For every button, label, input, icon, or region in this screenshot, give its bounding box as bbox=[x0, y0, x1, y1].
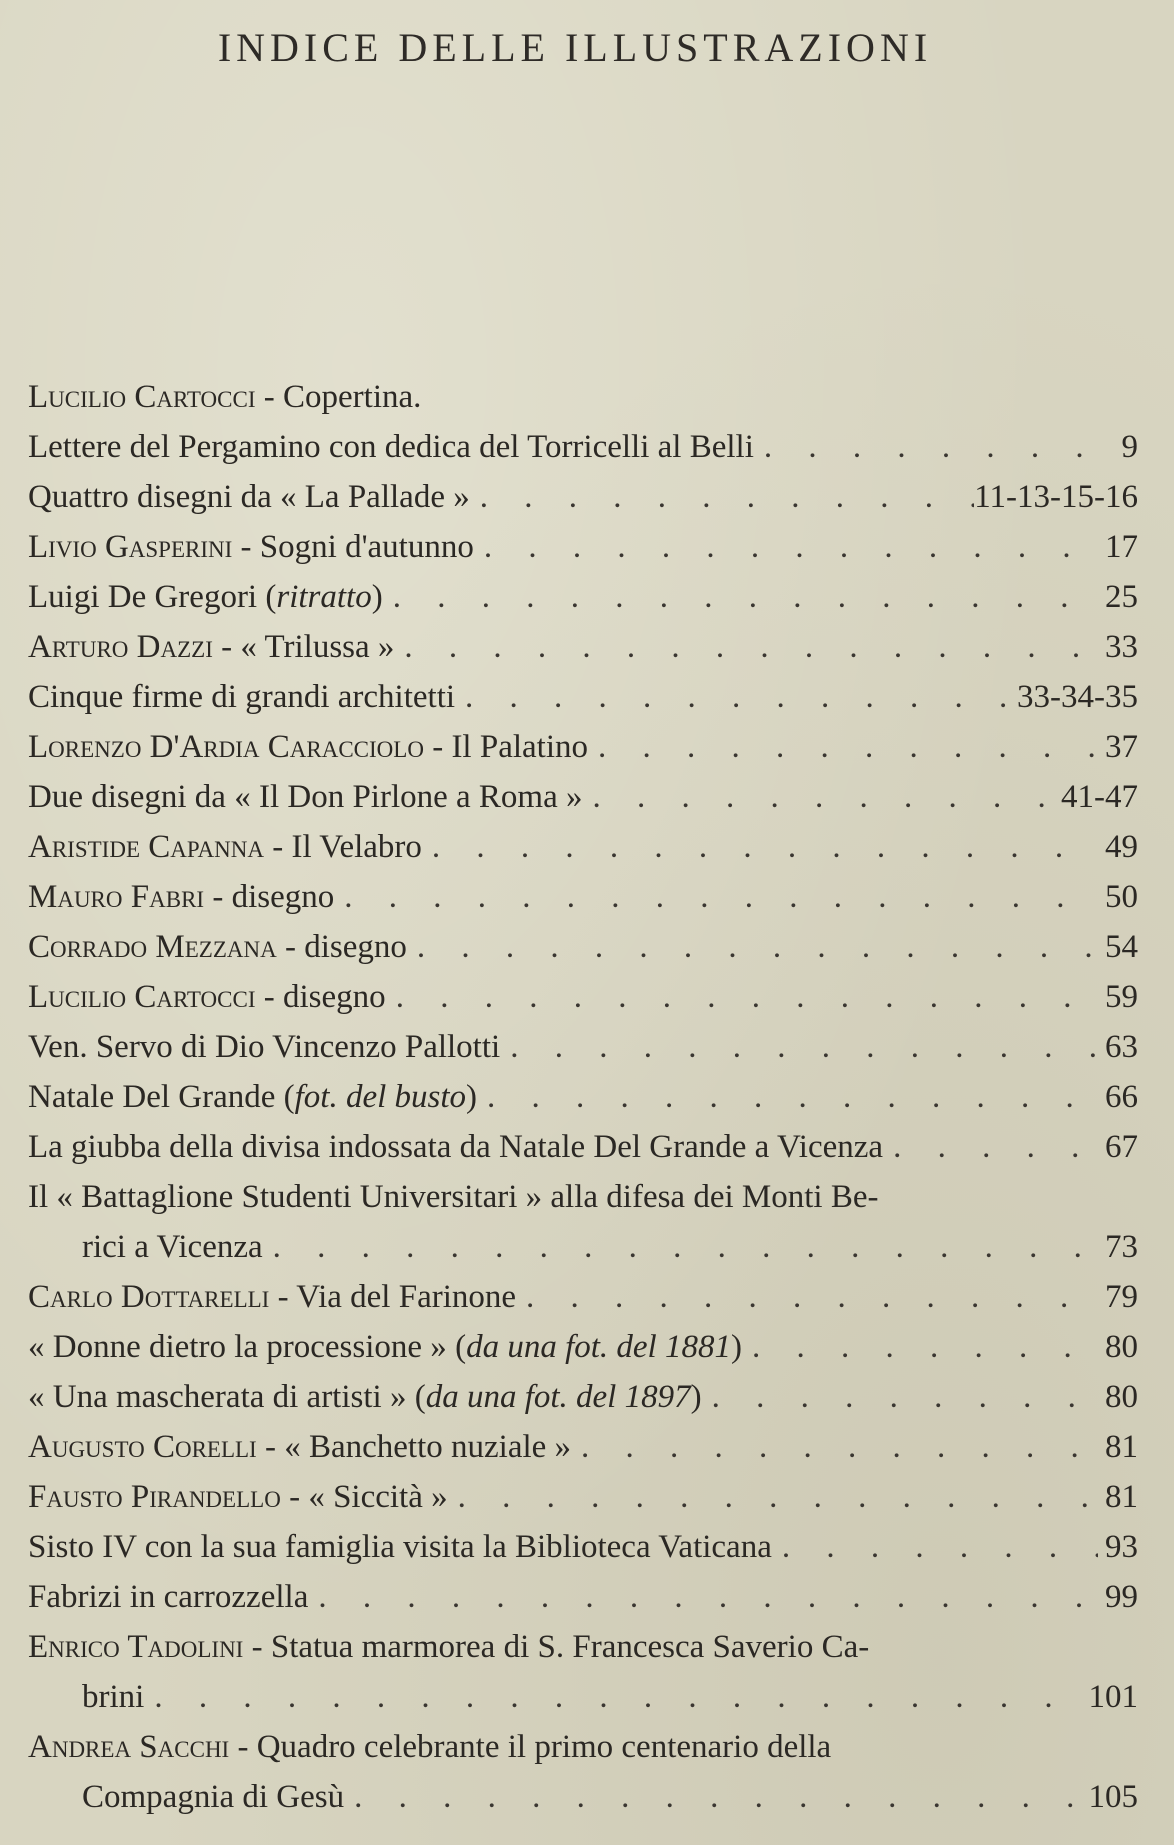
entry-text: « Donne dietro la processione » (da una fot. del 1881) bbox=[28, 1329, 742, 1365]
entry-title: Statua marmorea di S. Francesca Saverio Ca- bbox=[270, 1629, 870, 1665]
entry-title: « Trilussa » bbox=[240, 629, 395, 665]
entry-title: Due disegni da « Il Don Pirlone a Roma » bbox=[28, 779, 583, 815]
entry-title: Ven. Servo di Dio Vincenzo Pallotti bbox=[28, 1029, 501, 1065]
entry-title: Copertina. bbox=[283, 379, 422, 415]
entry-title: « Donne dietro la processione » bbox=[28, 1329, 447, 1365]
index-entry bbox=[28, 572, 1138, 622]
entry-author: Aristide Capanna bbox=[28, 829, 264, 865]
dot-leader bbox=[883, 1122, 1098, 1172]
entry-title: Sogni d'autunno bbox=[259, 529, 474, 565]
dot-leader bbox=[422, 822, 1098, 872]
dot-leader bbox=[455, 672, 1017, 722]
entry-page-number: 93 bbox=[1105, 1529, 1138, 1565]
entry-separator: - bbox=[212, 629, 241, 665]
entry-title: Il Palatino bbox=[451, 729, 588, 765]
entry-text bbox=[28, 472, 470, 522]
index-entry bbox=[28, 1722, 1138, 1772]
entry-page-number: 59 bbox=[1105, 979, 1138, 1015]
entry-author: Enrico Tadolini bbox=[28, 1629, 244, 1665]
entry-page-number: 73 bbox=[1105, 1229, 1138, 1265]
entry-title: Fabrizi in carrozzella bbox=[28, 1579, 309, 1615]
entry-title: Il « Battaglione Studenti Universitari » alla difesa dei Monti Be- bbox=[28, 1179, 879, 1215]
dot-leader bbox=[571, 1422, 1098, 1472]
entry-author: Corrado Mezzana bbox=[28, 929, 277, 965]
dot-leader bbox=[407, 922, 1098, 972]
entry-title: Luigi De Gregori bbox=[28, 579, 258, 615]
index-entry bbox=[28, 372, 1138, 422]
entry-text bbox=[28, 372, 421, 422]
entry-text bbox=[28, 972, 386, 1022]
entry-separator: - bbox=[269, 1279, 297, 1315]
entry-title: brini bbox=[82, 1679, 145, 1715]
entry-separator: - bbox=[255, 979, 284, 1015]
entry-title: « Banchetto nuziale » bbox=[284, 1429, 572, 1465]
entry-author: Fausto Pirandello bbox=[28, 1479, 281, 1515]
entry-text bbox=[28, 672, 455, 722]
index-entry bbox=[28, 1672, 1138, 1722]
index-entry bbox=[28, 822, 1138, 872]
entry-title: Lettere del Pergamino con dedica del Torricelli al Belli bbox=[28, 429, 754, 465]
entry-text bbox=[28, 1472, 448, 1522]
entry-title: Via del Farinone bbox=[296, 1279, 517, 1315]
index-entry bbox=[28, 622, 1138, 672]
index-entry bbox=[28, 1222, 1138, 1272]
entry-text bbox=[28, 822, 422, 872]
entry-separator: - bbox=[256, 1429, 285, 1465]
dot-leader bbox=[344, 1772, 1088, 1822]
entry-page-number: 105 bbox=[1088, 1779, 1138, 1815]
entry-page-number: 33 bbox=[1105, 629, 1138, 665]
index-entry bbox=[28, 1072, 1138, 1122]
index-entry bbox=[28, 1272, 1138, 1322]
dot-leader bbox=[754, 422, 1098, 472]
entry-author: Lucilio Cartocci bbox=[28, 979, 256, 1015]
entry-title: disegno bbox=[304, 929, 407, 965]
entry-text bbox=[28, 1122, 883, 1172]
entry-separator: - bbox=[232, 529, 260, 565]
dot-leader bbox=[308, 1572, 1098, 1622]
entry-page-number: 49 bbox=[1105, 829, 1138, 865]
index-entry bbox=[28, 1472, 1138, 1522]
entry-note: fot. del busto bbox=[294, 1079, 467, 1115]
entry-text bbox=[28, 722, 588, 772]
entry-text bbox=[28, 1722, 831, 1772]
dot-leader bbox=[386, 972, 1098, 1022]
index-entry bbox=[28, 1772, 1138, 1822]
entry-title: Il Velabro bbox=[291, 829, 422, 865]
dot-leader bbox=[263, 1222, 1098, 1272]
entry-title: La giubba della divisa indossata da Natale Del Grande a Vicenza bbox=[28, 1129, 884, 1165]
entry-title: rici a Vicenza bbox=[82, 1229, 263, 1265]
entry-text: Luigi De Gregori (ritratto) bbox=[28, 579, 383, 615]
entry-text bbox=[82, 1222, 263, 1272]
entry-page-number: 63 bbox=[1105, 1029, 1138, 1065]
entry-author: Livio Gasperini bbox=[28, 529, 233, 565]
entry-page-number: 80 bbox=[1105, 1379, 1138, 1415]
dot-leader bbox=[334, 872, 1098, 922]
entry-page-number: 50 bbox=[1105, 879, 1138, 915]
entry-page-number: 66 bbox=[1105, 1079, 1138, 1115]
entry-title: disegno bbox=[231, 879, 335, 915]
entry-separator: - bbox=[229, 1729, 257, 1765]
entry-author: Carlo Dottarelli bbox=[28, 1279, 270, 1315]
index-entry bbox=[28, 1172, 1138, 1222]
entry-page-number: 79 bbox=[1105, 1279, 1138, 1315]
entry-separator: - bbox=[423, 729, 452, 765]
entry-page-number: 81 bbox=[1105, 1429, 1138, 1465]
entry-separator: - bbox=[263, 829, 292, 865]
entry-text bbox=[28, 922, 407, 972]
dot-leader bbox=[448, 1472, 1098, 1522]
entry-text: Natale Del Grande (fot. del busto) bbox=[28, 1079, 478, 1115]
entry-text: « Una mascherata di artisti » (da una fot. del 1897) bbox=[28, 1379, 702, 1415]
entry-separator: - bbox=[243, 1629, 271, 1665]
entry-author: Arturo Dazzi bbox=[28, 629, 213, 665]
entry-page-number: 33-34-35 bbox=[1017, 679, 1138, 715]
dot-leader bbox=[583, 772, 1062, 822]
entry-text bbox=[28, 772, 583, 822]
entry-note: ritratto bbox=[276, 579, 372, 615]
entry-text bbox=[28, 1272, 516, 1322]
entry-text bbox=[82, 1672, 144, 1722]
dot-leader bbox=[474, 522, 1098, 572]
entry-note: da una fot. del 1897 bbox=[425, 1379, 691, 1415]
entry-text bbox=[28, 1422, 571, 1472]
entry-page-number: 41-47 bbox=[1061, 779, 1138, 815]
entry-title: Quadro celebrante il primo centenario della bbox=[256, 1729, 832, 1765]
entry-text bbox=[28, 522, 474, 572]
dot-leader bbox=[772, 1522, 1098, 1572]
entry-separator: - bbox=[204, 879, 232, 915]
entry-author: Mauro Fabri bbox=[28, 879, 205, 915]
entry-title: Compagnia di Gesù bbox=[82, 1779, 345, 1815]
index-entry bbox=[28, 472, 1138, 522]
entry-title: « Una mascherata di artisti » bbox=[28, 1379, 407, 1415]
entry-text bbox=[28, 1022, 500, 1072]
entry-text bbox=[28, 622, 394, 672]
entry-title: « Siccità » bbox=[308, 1479, 448, 1515]
entry-page-number: 9 bbox=[1121, 429, 1138, 465]
entry-text bbox=[28, 1572, 308, 1622]
dot-leader bbox=[702, 1372, 1098, 1422]
entry-text bbox=[28, 422, 754, 472]
entry-title: Quattro disegni da « La Pallade » bbox=[28, 479, 470, 515]
entry-text bbox=[28, 1622, 869, 1672]
index-entry bbox=[28, 1022, 1138, 1072]
entry-page-number: 67 bbox=[1105, 1129, 1138, 1165]
entry-title: disegno bbox=[283, 979, 386, 1015]
index-entry bbox=[28, 922, 1138, 972]
index-entry bbox=[28, 1572, 1138, 1622]
entry-title: Natale Del Grande bbox=[28, 1079, 276, 1115]
dot-leader bbox=[742, 1322, 1098, 1372]
entry-page-number: 80 bbox=[1105, 1329, 1138, 1365]
index-entry bbox=[28, 722, 1138, 772]
index-entry bbox=[28, 672, 1138, 722]
index-entry bbox=[28, 422, 1138, 472]
entry-title: Sisto IV con la sua famiglia visita la Biblioteca Vaticana bbox=[28, 1529, 772, 1565]
index-entry bbox=[28, 1622, 1138, 1672]
dot-leader bbox=[500, 1022, 1098, 1072]
entry-separator: - bbox=[255, 379, 284, 415]
entry-text bbox=[82, 1772, 344, 1822]
index-entry bbox=[28, 1522, 1138, 1572]
index-entry bbox=[28, 772, 1138, 822]
dot-leader bbox=[383, 572, 1098, 622]
dot-leader bbox=[394, 622, 1098, 672]
entry-author: Andrea Sacchi bbox=[28, 1729, 230, 1765]
entry-author: Augusto Corelli bbox=[28, 1429, 257, 1465]
entry-page-number: 17 bbox=[1105, 529, 1138, 565]
entry-author: Lucilio Cartocci bbox=[28, 379, 256, 415]
dot-leader bbox=[477, 1072, 1098, 1122]
index-entry bbox=[28, 972, 1138, 1022]
dot-leader bbox=[470, 472, 975, 522]
entry-page-number: 25 bbox=[1105, 579, 1138, 615]
page-title: INDICE DELLE ILLUSTRAZIONI bbox=[217, 25, 933, 70]
index-entry bbox=[28, 522, 1138, 572]
entry-text bbox=[28, 1172, 878, 1222]
dot-leader bbox=[516, 1272, 1098, 1322]
illustration-index-list bbox=[28, 372, 1138, 1822]
entry-page-number: 81 bbox=[1105, 1479, 1138, 1515]
index-entry bbox=[28, 1422, 1138, 1472]
dot-leader bbox=[588, 722, 1098, 772]
entry-page-number: 11-13-15-16 bbox=[974, 479, 1138, 515]
entry-separator: - bbox=[276, 929, 305, 965]
entry-note: da una fot. del 1881 bbox=[466, 1329, 731, 1365]
entry-separator: - bbox=[280, 1479, 309, 1515]
index-entry bbox=[28, 1372, 1138, 1422]
dot-leader bbox=[144, 1672, 1088, 1722]
index-entry bbox=[28, 872, 1138, 922]
entry-text bbox=[28, 872, 334, 922]
entry-page-number: 54 bbox=[1105, 929, 1138, 965]
entry-title: Cinque firme di grandi architetti bbox=[28, 679, 456, 715]
index-entry bbox=[28, 1122, 1138, 1172]
entry-author: Lorenzo D'Ardia Caracciolo bbox=[28, 729, 424, 765]
index-entry bbox=[28, 1322, 1138, 1372]
entry-page-number: 101 bbox=[1088, 1679, 1138, 1715]
entry-page-number: 37 bbox=[1105, 729, 1138, 765]
entry-page-number: 99 bbox=[1105, 1579, 1138, 1615]
entry-text bbox=[28, 1522, 772, 1572]
